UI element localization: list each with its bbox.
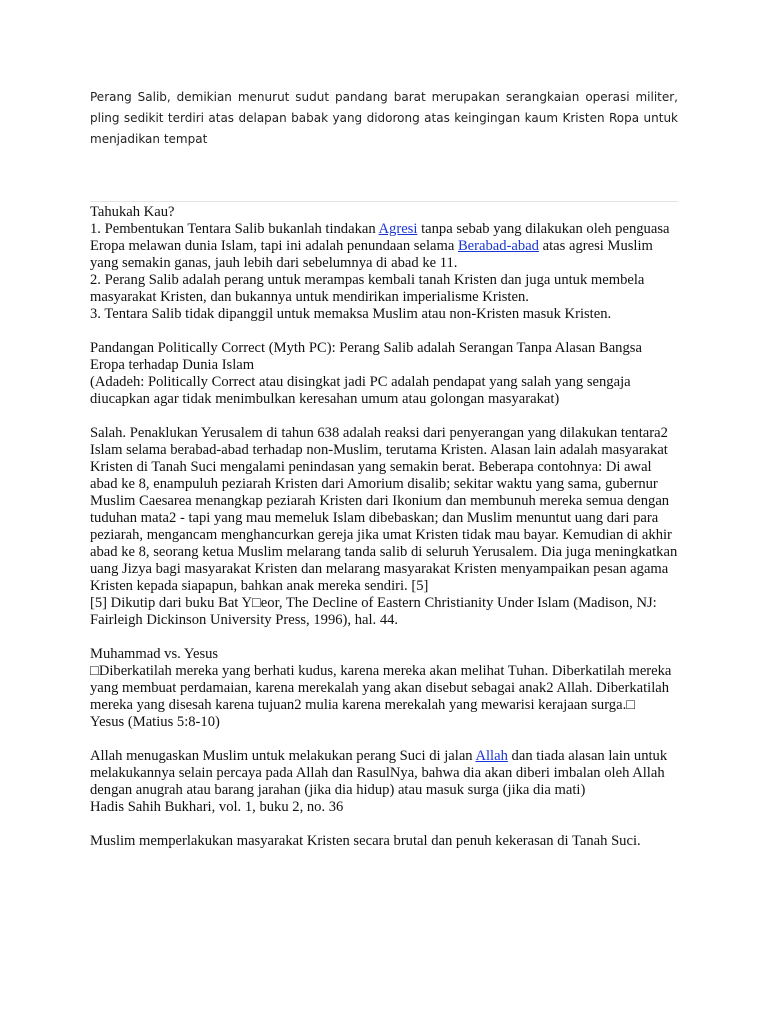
allah-paragraph xyxy=(90,748,680,799)
muhammad-vs-yesus-title: Muhammad vs. Yesus xyxy=(90,646,219,662)
agresi-link[interactable]: Agresi xyxy=(378,221,418,237)
myth-note: (Adadeh: Politically Correct atau disingkat jadi PC adalah pendapat yang salah yang sengaja diucapkan agar tidak menimbulkan keresahan umum atau golongan masyarakat) xyxy=(90,374,631,407)
point-1-text-b: tanpa sebab yang dilakukan oleh penguasa Eropa melawan dunia Islam, tapi ini adalah penundaan selama xyxy=(90,221,670,254)
closing-paragraph: Muslim memperlakukan masyarakat Kristen secara brutal dan penuh kekerasan di Tanah Suci. xyxy=(90,833,641,849)
point-2: 2. Perang Salib adalah perang untuk merampas kembali tanah Kristen dan juga untuk membela masyarakat Kristen, dan bukannya untuk mendirikan imperialisme Kristen. xyxy=(90,272,645,305)
intro-paragraph: Perang Salib, demikian menurut sudut pandang barat merupakan serangkaian operasi militer, pling sedikit terdiri atas delapan babak yang didorong atas keingingan kaum Kristen Ropa untuk menjadikan tempat xyxy=(90,90,678,146)
yesus-quote: □Diberkatilah mereka yang berhati kudus, karena mereka akan melihat Tuhan. Diberkatilah mereka yang membuat perdamaian, karena merekalah yang akan disebut sebagai anak2 Allah. Diberkatilah mereka yang disesah karena tujuan2 mulia karena merekalah yang mewarisi kerajaan surga.□ xyxy=(90,663,672,713)
yesus-reference: Yesus (Matius 5:8-10) xyxy=(90,714,220,730)
myth-heading: Pandangan Politically Correct (Myth PC): Perang Salib adalah Serangan Tanpa Alasan Bangsa Eropa terhadap Dunia Islam xyxy=(90,340,642,373)
allah-link[interactable]: Allah xyxy=(475,748,508,764)
point-1-text-c: atas agresi Muslim yang semakin ganas, jauh lebih dari sebelumnya di abad ke 11. xyxy=(90,238,653,271)
article-body xyxy=(90,204,680,850)
spacer xyxy=(90,629,680,646)
salah-paragraph: Salah. Penaklukan Yerusalem di tahun 638 adalah reaksi dari penyerangan yang dilakukan tentara2 Islam selama berabad-abad terhadap non-Muslim, terutama Kristen. Alasan lain adalah masyarakat Kristen di Tanah Suci mengalami penindasan yang semakin berat. Beberapa contohnya: Di awal abad ke 8, enampuluh peziarah Kristen dari Amorium disalib; sekitar waktu yang sama, gubernur Muslim Caesarea menangkap peziarah Kristen dari Ikonium dan membunuh mereka semua dengan tuduhan mata2 - tapi yang mau memeluk Islam dibebaskan; dan Muslim menuntut uang dari para peziarah, mengancam menghancurkan gereja jika umat Kristen tidak mau bayar. Kemudian di akhir abad ke 8, seorang ketua Muslim melarang tanda salib di seluruh Yerusalem. Dia juga meningkatkan uang Jizya bagi masyarakat Kristen dan melarang masyarakat Kristen menyampaikan pesan agama Kristen kepada siapapun, bahkan anak mereka sendiri. [5] xyxy=(90,425,678,594)
berabad-abad-link[interactable]: Berabad-abad xyxy=(457,238,539,254)
allah-text-a: Allah menugaskan Muslim untuk melakukan perang Suci di jalan xyxy=(90,748,476,764)
spacer xyxy=(90,816,680,833)
spacer xyxy=(90,408,680,425)
allah-text-b: dan tiada alasan lain untuk melakukannya selain percaya pada Allah dan RasulNya, bahwa dia akan diberi imbalan oleh Allah dengan anugrah atau barang jarahan (jika dia hidup) atau masuk surga (jika dia mati) xyxy=(90,748,668,798)
point-1-text-a: 1. Pembentukan Tentara Salib bukanlah tindakan xyxy=(90,221,379,237)
section-title: Tahukah Kau? xyxy=(90,204,175,220)
point-1 xyxy=(90,221,680,272)
footnote: [5] Dikutip dari buku Bat Y□eor, The Decline of Eastern Christianity Under Islam (Madison, NJ: Fairleigh Dickinson University Press, 1996), hal. 44. xyxy=(90,595,657,628)
spacer xyxy=(90,731,680,748)
hadis-reference: Hadis Sahih Bukhari, vol. 1, buku 2, no. 36 xyxy=(90,799,344,815)
spacer xyxy=(90,323,680,340)
point-3: 3. Tentara Salib tidak dipanggil untuk memaksa Muslim atau non-Kristen masuk Kristen. xyxy=(90,306,612,322)
divider xyxy=(90,201,678,202)
